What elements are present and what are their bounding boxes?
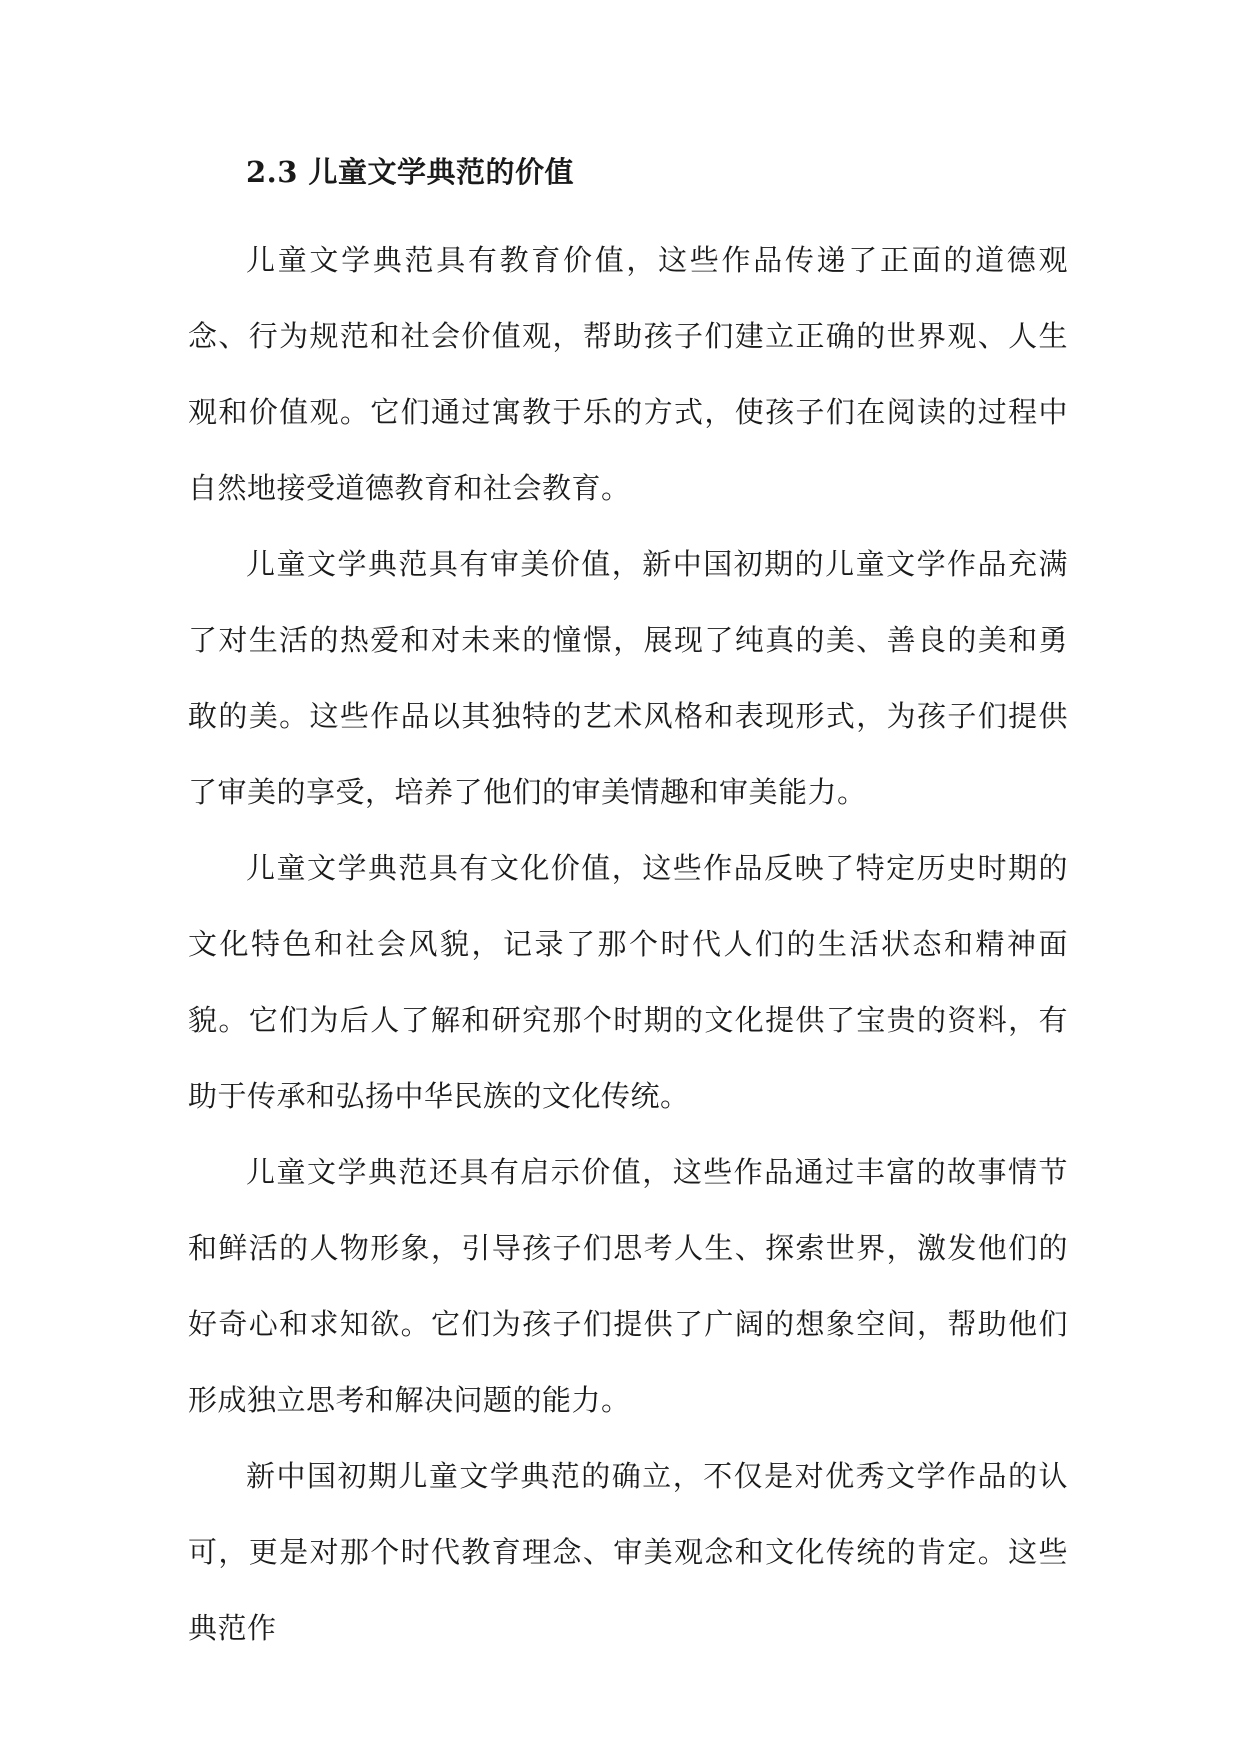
paragraph-cultural-value: 儿童文学典范具有文化价值，这些作品反映了特定历史时期的文化特色和社会风貌，记录了那个时代人们的生活状态和精神面貌。它们为后人了解和研究那个时期的文化提供了宝贵的资料，有助于传承和弘扬中华民族的文化传统。 [188, 851, 1068, 1113]
paragraph-inspirational-value: 儿童文学典范还具有启示价值，这些作品通过丰富的故事情节和鲜活的人物形象，引导孩子们思考人生、探索世界，激发他们的好奇心和求知欲。它们为孩子们提供了广阔的想象空间，帮助他们形成独立思考和解决问题的能力。 [188, 1155, 1068, 1417]
paragraph-aesthetic-value: 儿童文学典范具有审美价值，新中国初期的儿童文学作品充满了对生活的热爱和对未来的憧憬，展现了纯真的美、善良的美和勇敢的美。这些作品以其独特的艺术风格和表现形式，为孩子们提供了审美的享受，培养了他们的审美情趣和审美能力。 [188, 547, 1068, 809]
paragraph-conclusion: 新中国初期儿童文学典范的确立，不仅是对优秀文学作品的认可，更是对那个时代教育理念、审美观念和文化传统的肯定。这些典范作 [188, 1459, 1068, 1645]
document-body [188, 148, 1068, 1666]
paragraph-education-value: 儿童文学典范具有教育价值，这些作品传递了正面的道德观念、行为规范和社会价值观，帮助孩子们建立正确的世界观、人生观和价值观。它们通过寓教于乐的方式，使孩子们在阅读的过程中自然地接受道德教育和社会教育。 [188, 243, 1068, 505]
section-heading: 2.3 儿童文学典范的价值 [246, 155, 575, 189]
